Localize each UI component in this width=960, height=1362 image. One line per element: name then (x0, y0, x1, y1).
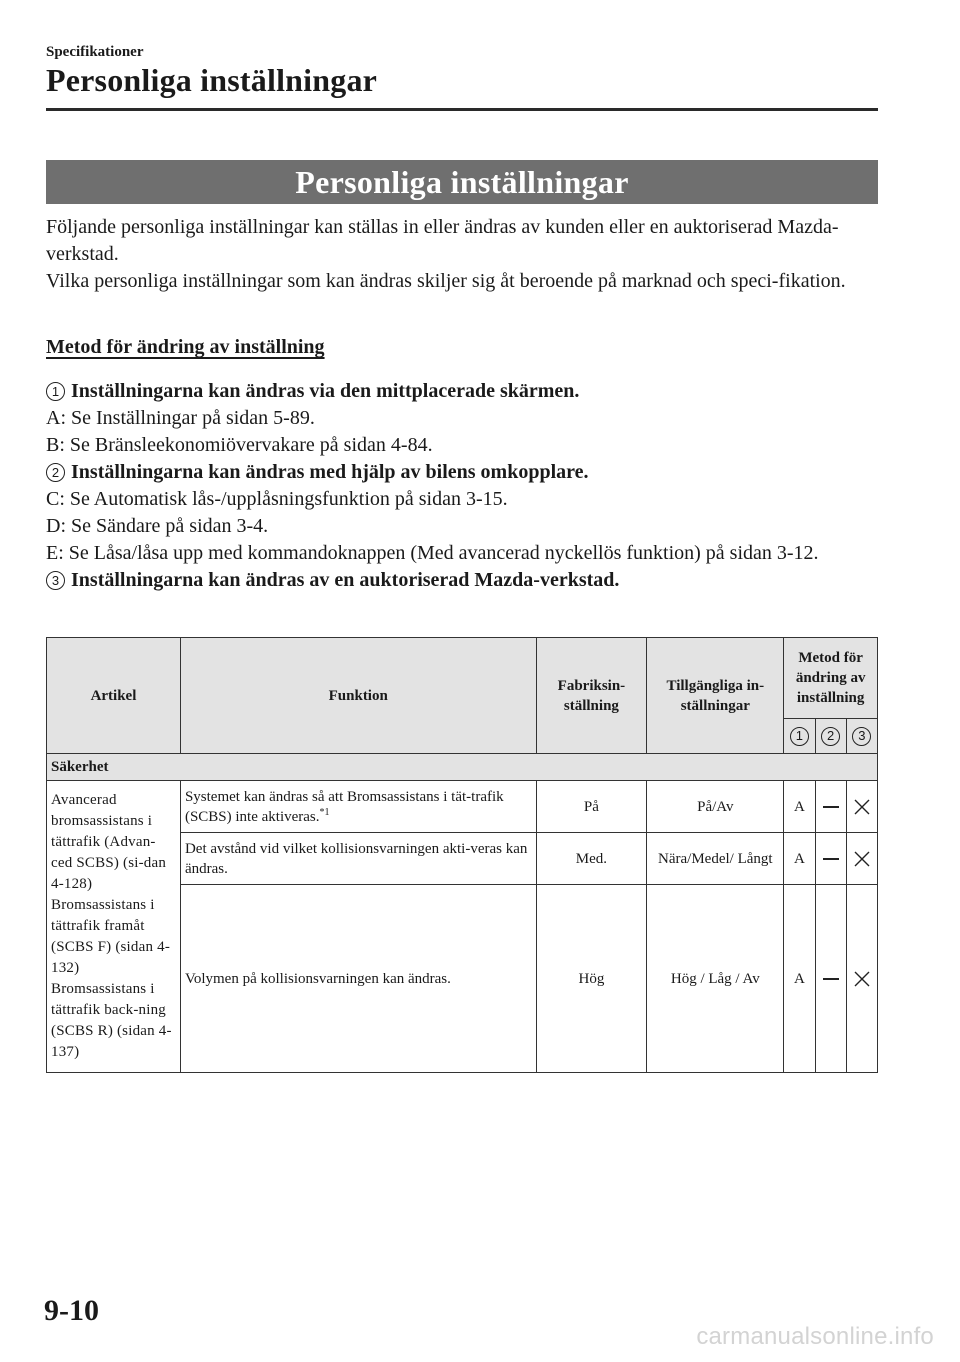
header-artikel: Artikel (47, 638, 181, 754)
header-tillgangliga: Tillgängliga in-ställningar (647, 638, 784, 754)
method-3-cell (846, 885, 877, 1073)
reference-d: D: Se Sändare på sidan 3-4. (46, 515, 269, 537)
tillgangliga-cell: Hög / Låg / Av (647, 885, 784, 1073)
section-sakerhet: Säkerhet (47, 754, 878, 781)
dash-icon (823, 858, 839, 859)
dash-icon (823, 806, 839, 807)
fabrik-cell: På (536, 781, 647, 833)
method-heading: Metod för ändring av inställning (46, 336, 325, 358)
method-3-cell (846, 781, 877, 833)
title-divider (46, 108, 878, 111)
funktion-cell: Volymen på kollisionsvarningen kan ändras. (180, 885, 536, 1073)
intro-text (46, 214, 880, 295)
method-3-cell (846, 833, 877, 885)
reference-c: C: Se Automatisk lås-/upplåsningsfunktion på sidan 3-15. (46, 488, 508, 510)
method-1-cell: A (784, 885, 815, 1073)
method-2-cell (815, 781, 846, 833)
method-1-icon: 1 (790, 727, 809, 746)
method-steps (46, 378, 880, 594)
table-header-row (47, 638, 878, 719)
step-3-text: Inställningarna kan ändras av en auktoriserad Mazda-verkstad. (71, 569, 620, 591)
settings-table (46, 637, 878, 1073)
intro-paragraph-1: Följande personliga inställningar kan ställas in eller ändras av kunden eller en auktoriserad Mazda-verkstad. (46, 216, 839, 265)
header-method-1 (784, 719, 815, 754)
reference-b: B: Se Bränsleekonomiövervakare på sidan 4-84. (46, 434, 433, 456)
section-label: Specifikationer (46, 44, 144, 60)
cross-icon (854, 971, 870, 987)
section-banner: Personliga inställningar (46, 160, 878, 204)
dash-icon (823, 978, 839, 979)
reference-a: A: Se Inställningar på sidan 5-89. (46, 407, 315, 429)
fabrik-cell: Med. (536, 833, 647, 885)
step-1-number-icon: 1 (46, 382, 65, 401)
method-2-cell (815, 833, 846, 885)
tillgangliga-cell: På/Av (647, 781, 784, 833)
step-3-number-icon: 3 (46, 571, 65, 590)
header-fabriksinstallning: Fabriksin-ställning (536, 638, 647, 754)
artikel-cell: Avancerad bromsassistans i tättrafik (Advan-ced SCBS) (si-dan 4-128) Bromsassistans i tättrafik framåt (SCBS F) (sidan 4-132) Bromsassistans i tättrafik back-ning (SCBS R) (sidan 4-137) (47, 781, 181, 1073)
method-3-icon: 3 (852, 727, 871, 746)
step-3 (46, 567, 880, 594)
step-1-text: Inställningarna kan ändras via den mittplacerade skärmen. (71, 380, 580, 402)
watermark: carmanualsonline.info (696, 1323, 934, 1350)
header-metod: Metod för ändring av inställning (784, 638, 878, 719)
step-2 (46, 459, 880, 486)
step-2-text: Inställningarna kan ändras med hjälp av bilens omkopplare. (71, 461, 589, 483)
method-2-cell (815, 885, 846, 1073)
step-2-number-icon: 2 (46, 463, 65, 482)
page-title: Personliga inställningar (46, 62, 378, 98)
step-1 (46, 378, 880, 405)
header-funktion: Funktion (180, 638, 536, 754)
cross-icon (854, 799, 870, 815)
funktion-cell (180, 781, 536, 833)
table-row (47, 781, 878, 833)
method-2-icon: 2 (821, 727, 840, 746)
funktion-cell: Det avstånd vid vilket kollisionsvarningen akti-veras kan ändras. (180, 833, 536, 885)
method-1-cell: A (784, 833, 815, 885)
method-1-cell: A (784, 781, 815, 833)
intro-paragraph-2: Vilka personliga inställningar som kan ändras skiljer sig åt beroende på marknad och speci-fikation. (46, 270, 846, 292)
funktion-text: Systemet kan ändras så att Bromsassistans i tät-trafik (SCBS) inte aktiveras. (184, 788, 504, 825)
fabrik-cell: Hög (536, 885, 647, 1073)
header-method-2 (815, 719, 846, 754)
reference-e: E: Se Låsa/låsa upp med kommandoknappen (Med avancerad nyckellös funktion) på sidan 3-12. (46, 542, 819, 564)
header-method-3 (846, 719, 877, 754)
page-number: 9-10 (44, 1294, 99, 1327)
cross-icon (854, 851, 870, 867)
table-section-row (47, 754, 878, 781)
tillgangliga-cell: Nära/Medel/ Långt (647, 833, 784, 885)
footnote-marker: *1 (319, 806, 330, 818)
